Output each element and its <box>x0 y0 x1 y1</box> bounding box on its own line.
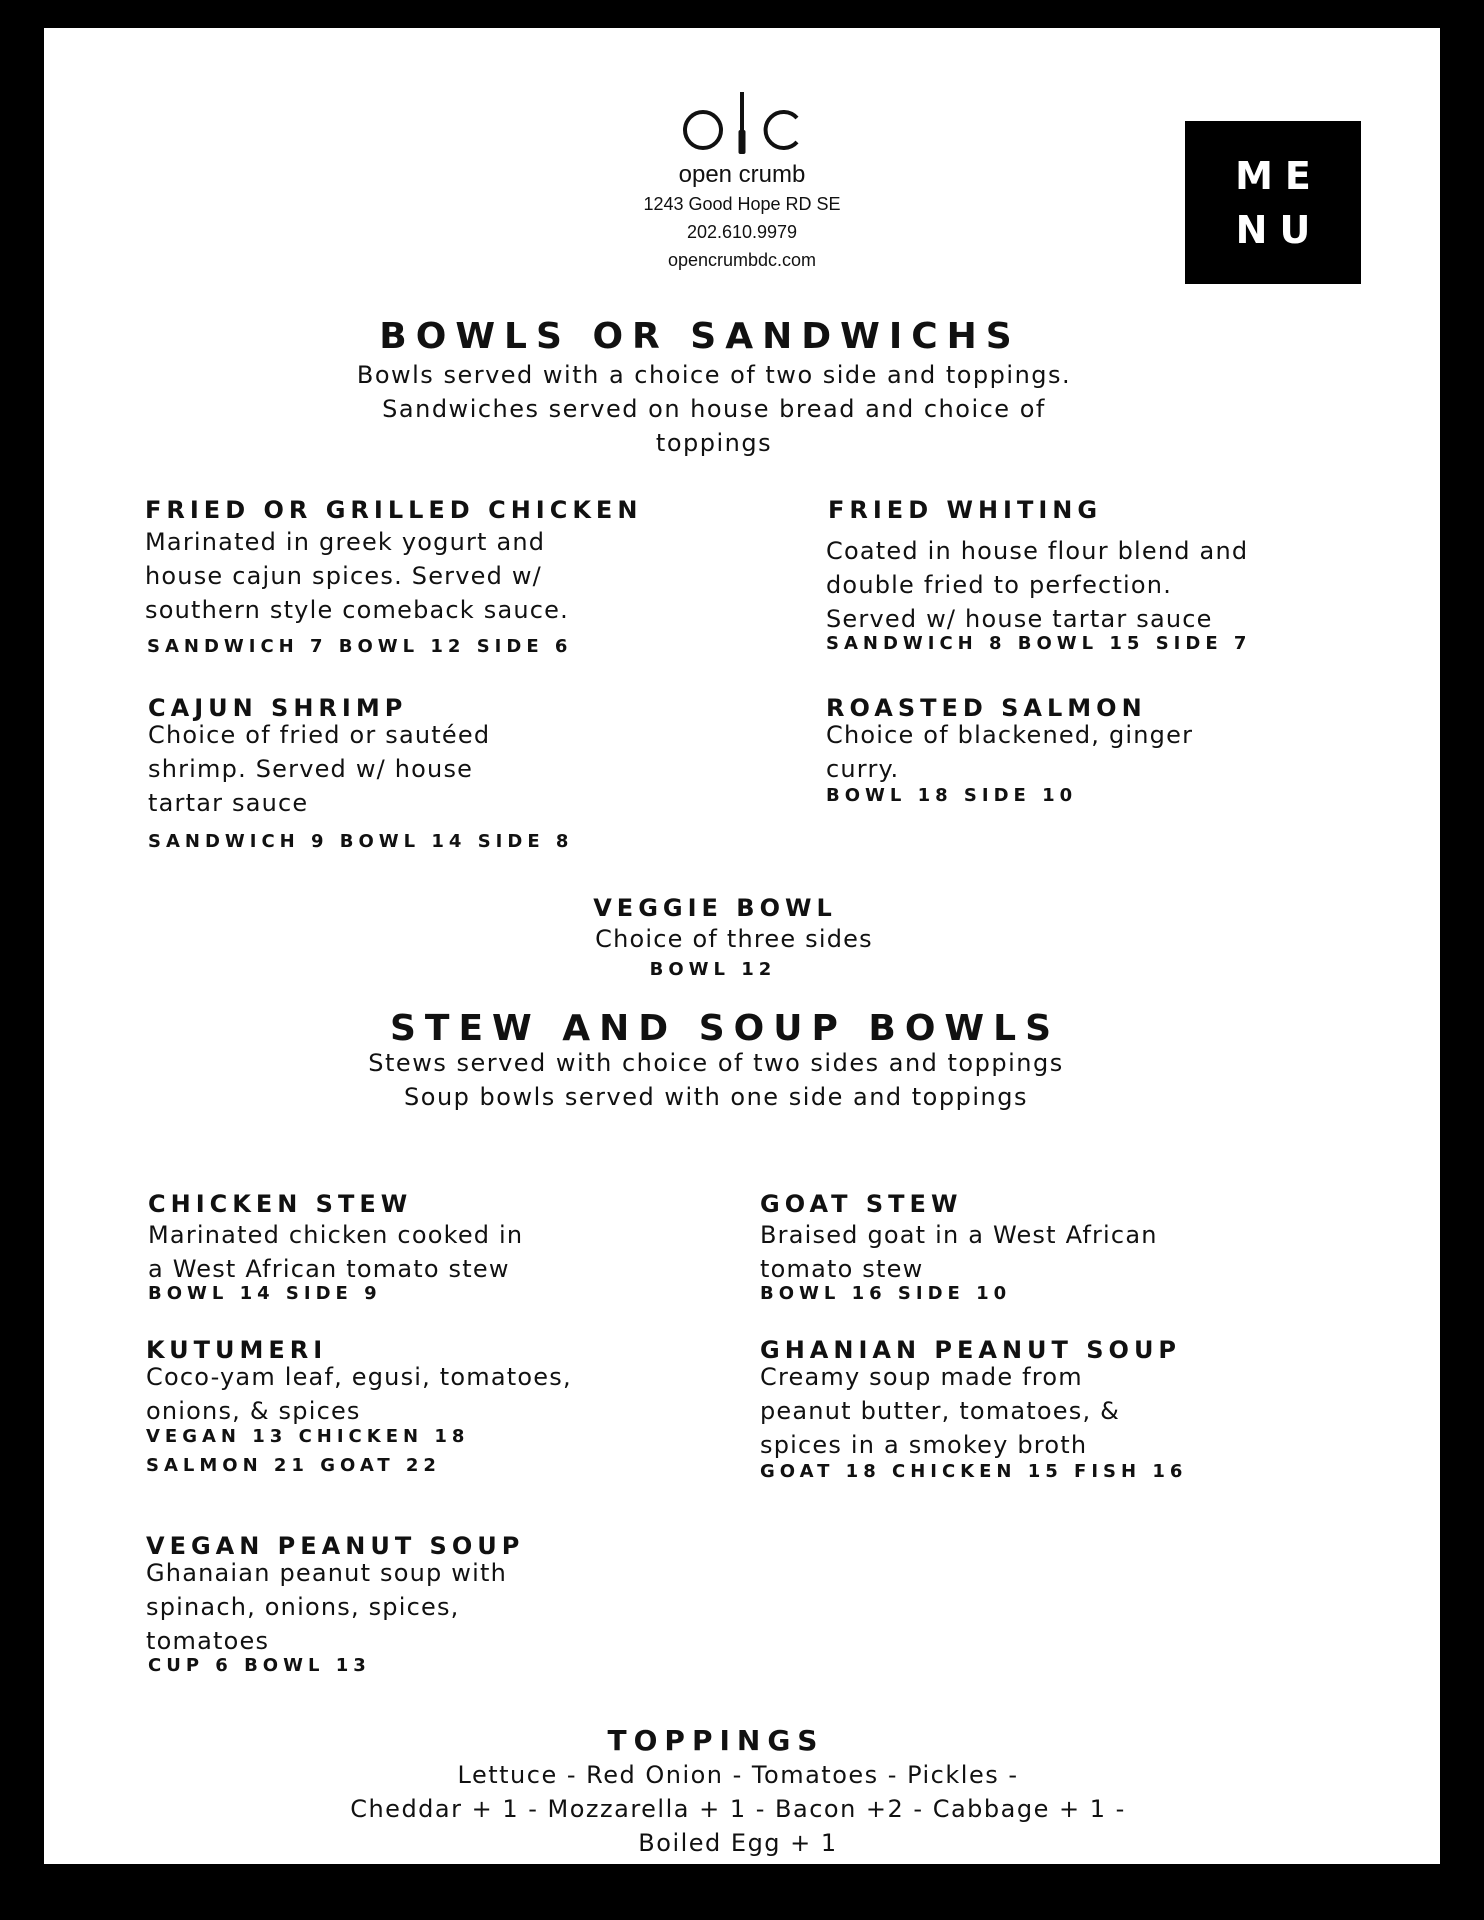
item-description: Ghanaian peanut soup with spinach, onions, spices, tomatoes <box>146 1559 507 1655</box>
brand-address: 1243 Good Hope RD SE <box>643 194 841 214</box>
menu-item <box>826 692 1193 810</box>
item-description: Choice of three sides <box>595 925 873 953</box>
brand-name: open crumb <box>678 161 806 188</box>
menu-badge-line2: NU <box>1235 207 1323 252</box>
item-name: FRIED WHITING <box>828 496 1103 524</box>
menu-badge <box>1185 121 1361 284</box>
item-description: Braised goat in a West African tomato stew <box>760 1221 1158 1283</box>
bowls-section-description: Bowls served with a choice of two side and toppings. Sandwiches served on house bread and choice of toppings <box>356 361 1072 457</box>
menu-item <box>760 1188 1158 1308</box>
item-price: VEGAN 13 CHICKEN 18 SALMON 21 GOAT 22 <box>146 1426 470 1476</box>
menu-item <box>145 494 642 661</box>
menu-item <box>36 892 1432 984</box>
brand-website: opencrumbdc.com <box>667 250 817 270</box>
item-price: BOWL 12 <box>649 959 777 980</box>
item-price: BOWL 18 SIDE 10 <box>826 785 1078 806</box>
item-price: SANDWICH 9 BOWL 14 SIDE 8 <box>148 831 574 852</box>
menu-badge-line1: ME <box>1235 153 1323 198</box>
brand-phone: 202.610.9979 <box>686 222 798 242</box>
item-price: GOAT 18 CHICKEN 15 FISH 16 <box>760 1461 1188 1482</box>
item-name: ROASTED SALMON <box>826 694 1147 722</box>
item-price: BOWL 16 SIDE 10 <box>760 1283 1012 1304</box>
item-name: CHICKEN STEW <box>148 1190 413 1218</box>
item-name: KUTUMERI <box>146 1336 328 1364</box>
item-price: SANDWICH 7 BOWL 12 SIDE 6 <box>147 636 573 657</box>
bowls-section-title: BOWLS OR SANDWICHS <box>379 316 1021 357</box>
item-name: GHANIAN PEANUT SOUP <box>760 1336 1182 1364</box>
menu-item <box>826 494 1251 658</box>
item-name: VEGAN PEANUT SOUP <box>146 1532 525 1560</box>
item-description: Choice of blackened, ginger curry. <box>826 721 1194 783</box>
menu-page <box>44 28 1440 1864</box>
menu-item <box>146 1530 524 1680</box>
item-description: Choice of fried or sautéed shrimp. Served w/ house tartar sauce <box>148 721 491 817</box>
menu-item <box>148 692 573 856</box>
item-name: CAJUN SHRIMP <box>148 694 408 722</box>
item-name: GOAT STEW <box>760 1190 963 1218</box>
logo-mark-icon <box>677 90 807 162</box>
item-description: Coco-yam leaf, egusi, tomatoes, onions, & spices <box>146 1363 572 1425</box>
item-price: BOWL 14 SIDE 9 <box>148 1283 382 1304</box>
stew-section-description: Stews served with choice of two sides and toppings Soup bowls served with one side and toppings <box>368 1049 1064 1111</box>
item-price: SANDWICH 8 BOWL 15 SIDE 7 <box>826 633 1252 654</box>
toppings-section <box>40 1724 1436 1860</box>
menu-item <box>148 1188 523 1308</box>
item-description: Creamy soup made from peanut butter, tomatoes, & spices in a smokey broth <box>760 1363 1121 1459</box>
toppings-title: TOPPINGS <box>607 1724 825 1757</box>
item-name: VEGGIE BOWL <box>593 894 837 922</box>
item-description: Marinated chicken cooked in a West African tomato stew <box>148 1221 524 1283</box>
toppings-description: Lettuce - Red Onion - Tomatoes - Pickles - Cheddar + 1 - Mozzarella + 1 - Bacon +2 - Cabbage + 1 - Boiled Egg + 1 <box>350 1761 1126 1857</box>
item-description: Marinated in greek yogurt and house cajun spices. Served w/ southern style comeback sauce. <box>145 528 569 624</box>
item-name: FRIED OR GRILLED CHICKEN <box>145 496 643 524</box>
stew-section-title: STEW AND SOUP BOWLS <box>389 1008 1061 1049</box>
menu-item <box>146 1334 572 1480</box>
menu-item <box>760 1334 1187 1486</box>
item-description: Coated in house flour blend and double fried to perfection. Served w/ house tartar sauce <box>826 537 1249 633</box>
item-price: CUP 6 BOWL 13 <box>148 1655 371 1676</box>
